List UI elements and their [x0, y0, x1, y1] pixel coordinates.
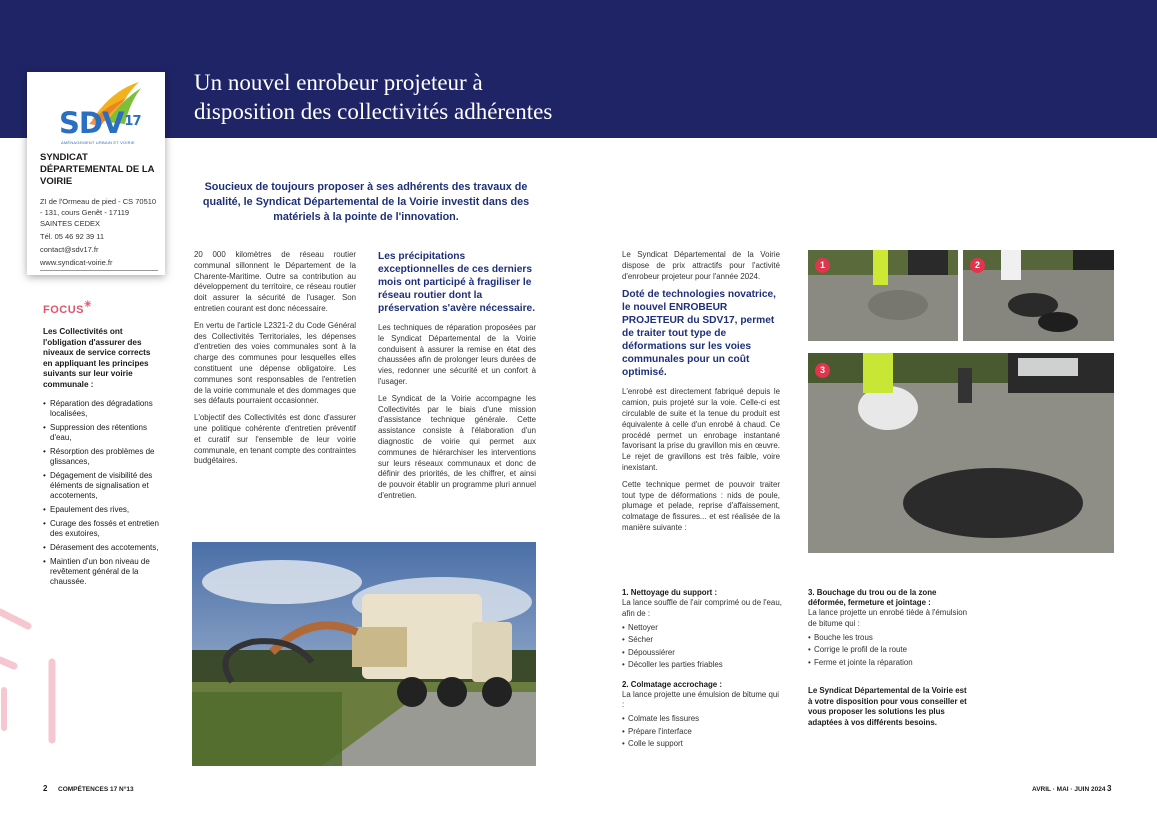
list-item: • Colle le support [622, 738, 782, 751]
step-intro: La lance projette une émulsion de bitume qui : [622, 689, 780, 710]
truck-photo [192, 542, 536, 766]
step-photo-1 [808, 250, 958, 341]
list-item: • Dépoussiérer [622, 647, 782, 660]
column-2 [378, 250, 536, 508]
org-phone: Tél. 05 46 92 39 11 [40, 232, 105, 241]
org-name: SYNDICAT DÉPARTEMENTAL DE LA VOIRIE [40, 152, 155, 187]
step-title: 3. Bouchage du trou ou de la zone déformée, fermeture et jointage : [808, 588, 937, 607]
step-title: 1. Nettoyage du support : [622, 588, 718, 597]
org-website[interactable]: www.syndicat-voirie.fr [40, 258, 113, 267]
step-list [622, 622, 782, 672]
step-list [622, 713, 782, 751]
org-email[interactable]: contact@sdv17.fr [40, 245, 99, 254]
step-list [808, 632, 968, 670]
list-item: • Dérasement des accotements, [43, 543, 161, 553]
paragraph: L'enrobé est directement fabriqué depuis le camion, puis projeté sur la voie. Celle-ci est circulable de suite et la tenue du produit est équivalente à celle d'un enrobé à chaud. Ce procédé permet un enrobage instantané favorisant la prise du gravillon mis en œuvre. Le rejet de gravillons est très faible, voire inexistant. [622, 387, 780, 472]
divider [40, 270, 158, 271]
org-info [40, 196, 158, 270]
closing-paragraph: Le Syndicat Départemental de la Voirie est à votre disposition pour vous conseiller et vous proposer les solutions les plus adaptées à vos différents besoins. [808, 686, 967, 727]
paragraph: Le Syndicat Départemental de la Voirie dispose de prix attractifs pour l'activité d'enrobeur projeteur pour l'année 2024. [622, 250, 780, 281]
logo-tagline: AMÉNAGEMENT URBAIN ET VOIRIE [61, 140, 135, 145]
list-item: • Prépare l'interface [622, 726, 782, 739]
paragraph: 20 000 kilomètres de réseau routier communal sillonnent le Département de la Charente-Maritime. Outre sa contribution au développement du territoire, ce réseau routier doit assurer la sécurité de l'usager. Son entretien courant est donc nécessaire. [194, 250, 356, 313]
footer-left-text: COMPÉTENCES 17 N°13 [58, 786, 134, 793]
decorative-arcs-icon [0, 600, 60, 760]
list-item: • Ferme et jointe la réparation [808, 657, 968, 670]
list-item: • Maintien d'un bon niveau de revêtement général de la chaussée. [43, 557, 161, 587]
list-item: • Décoller les parties friables [622, 659, 782, 672]
list-item: • Corrige le profil de la route [808, 644, 968, 657]
list-item: • Sécher [622, 634, 782, 647]
lead-paragraph: Soucieux de toujours proposer à ses adhérents des travaux de qualité, le Syndicat Départemental de la Voirie investit dans des matériels à la pointe de l'innovation. [202, 181, 530, 223]
page-title: Un nouvel enrobeur projeteur à disposition des collectivités adhérentes [194, 70, 553, 124]
list-item: • Dégagement de visibilité des éléments de signalisation et accotements, [43, 471, 161, 501]
section-heading: Les précipitations exceptionnelles de ces derniers mois ont participé à fragiliser le réseau routier dont la préservation s'avère nécessaire. [378, 251, 536, 314]
footer-right-text: AVRIL · MAI · JUIN 2024 [1032, 786, 1106, 793]
focus-label: FOCUS✳ [43, 299, 93, 316]
section-heading: Doté de technologies novatrice, le nouvel ENROBEUR PROJETEUR du SDV17, permet de traiter tout type de déformations sur les voies communales pour un coût optimisé. [622, 289, 776, 379]
list-item: • Bouche les trous [808, 632, 968, 645]
list-item: • Résorption des problèmes de glissances, [43, 447, 161, 467]
paragraph: Les techniques de réparation proposées par le Syndicat Départemental de la Voirie conduisent à assurer la remise en état des chaussées afin de prolonger leurs durées de vies, redonner une sécurité et un confort à l'usager. [378, 323, 536, 386]
focus-list [43, 399, 161, 591]
org-address: ZI de l'Ormeau de pied - CS 70510 - 131, cours Genêt - 17119 SAINTES CEDEX [40, 197, 157, 228]
step-badge: 1 [815, 258, 830, 273]
list-item: • Nettoyer [622, 622, 782, 635]
column-3 [622, 250, 780, 540]
steps-right [808, 588, 968, 677]
page-number-right: 3 [1107, 784, 1112, 793]
step-title: 2. Colmatage accrochage : [622, 679, 722, 689]
list-item: • Suppression des rétentions d'eau, [43, 423, 161, 443]
list-item: • Curage des fossés et entretien des exutoires, [43, 519, 161, 539]
steps-left [622, 588, 782, 759]
column-1 [194, 250, 356, 473]
page-number-left: 2 [43, 784, 48, 793]
paragraph: Le Syndicat de la Voirie accompagne les Collectivités par le biais d'une mission d'assistance technique générale. Cette assistance consiste à l'élaboration d'un diagnostic de voirie qui permet aux communes de hiérarchiser les interventions sur leurs réseaux communaux et donc de définir des priorités, de les chiffrer, et ainsi de pouvoir établir un programme pluri annuel d'entretien. [378, 393, 536, 500]
focus-intro: Les Collectivités ont l'obligation d'assurer des niveaux de service corrects en appliquant les principes suivants sur leur voirie communale : [43, 327, 151, 389]
list-item: • Réparation des dégradations localisées, [43, 399, 161, 419]
step-badge: 2 [970, 258, 985, 273]
logo: SDV$^{17}$ [59, 106, 141, 140]
step-photo-3 [808, 353, 1114, 553]
step-intro: La lance souffle de l'air comprimé ou de l'eau, afin de : [622, 598, 782, 618]
paragraph: L'objectif des Collectivités est donc d'assurer une politique cohérente d'entretien préventif et curatif sur l'ensemble de leur voirie communale, en tenant compte des contraintes budgétaires. [194, 413, 356, 466]
list-item: • Epaulement des rives, [43, 505, 161, 515]
step-badge: 3 [815, 363, 830, 378]
step-intro: La lance projette un enrobé tiède à l'émulsion de bitume qui : [808, 608, 967, 628]
step-photo-2 [963, 250, 1114, 341]
list-item: • Colmate les fissures [622, 713, 782, 726]
paragraph: En vertu de l'article L2321-2 du Code Général des Collectivités Territoriales, les dépenses d'entretien des voies communales sont à la charge des communes pour lesquelles elles constituent une dépense obligatoire. Les communes sont responsables de l'entretien de la voirie communale et des dommages que ses défauts pourraient occasionner. [194, 320, 356, 406]
paragraph: Cette technique permet de pouvoir traiter tout type de déformations : nids de poule, plumage et pelade, reprise d'affaissement, colmatage de fissures... et est réalisée de la manière suivante : [622, 479, 780, 532]
sparkle-icon: ✳ [84, 299, 93, 309]
